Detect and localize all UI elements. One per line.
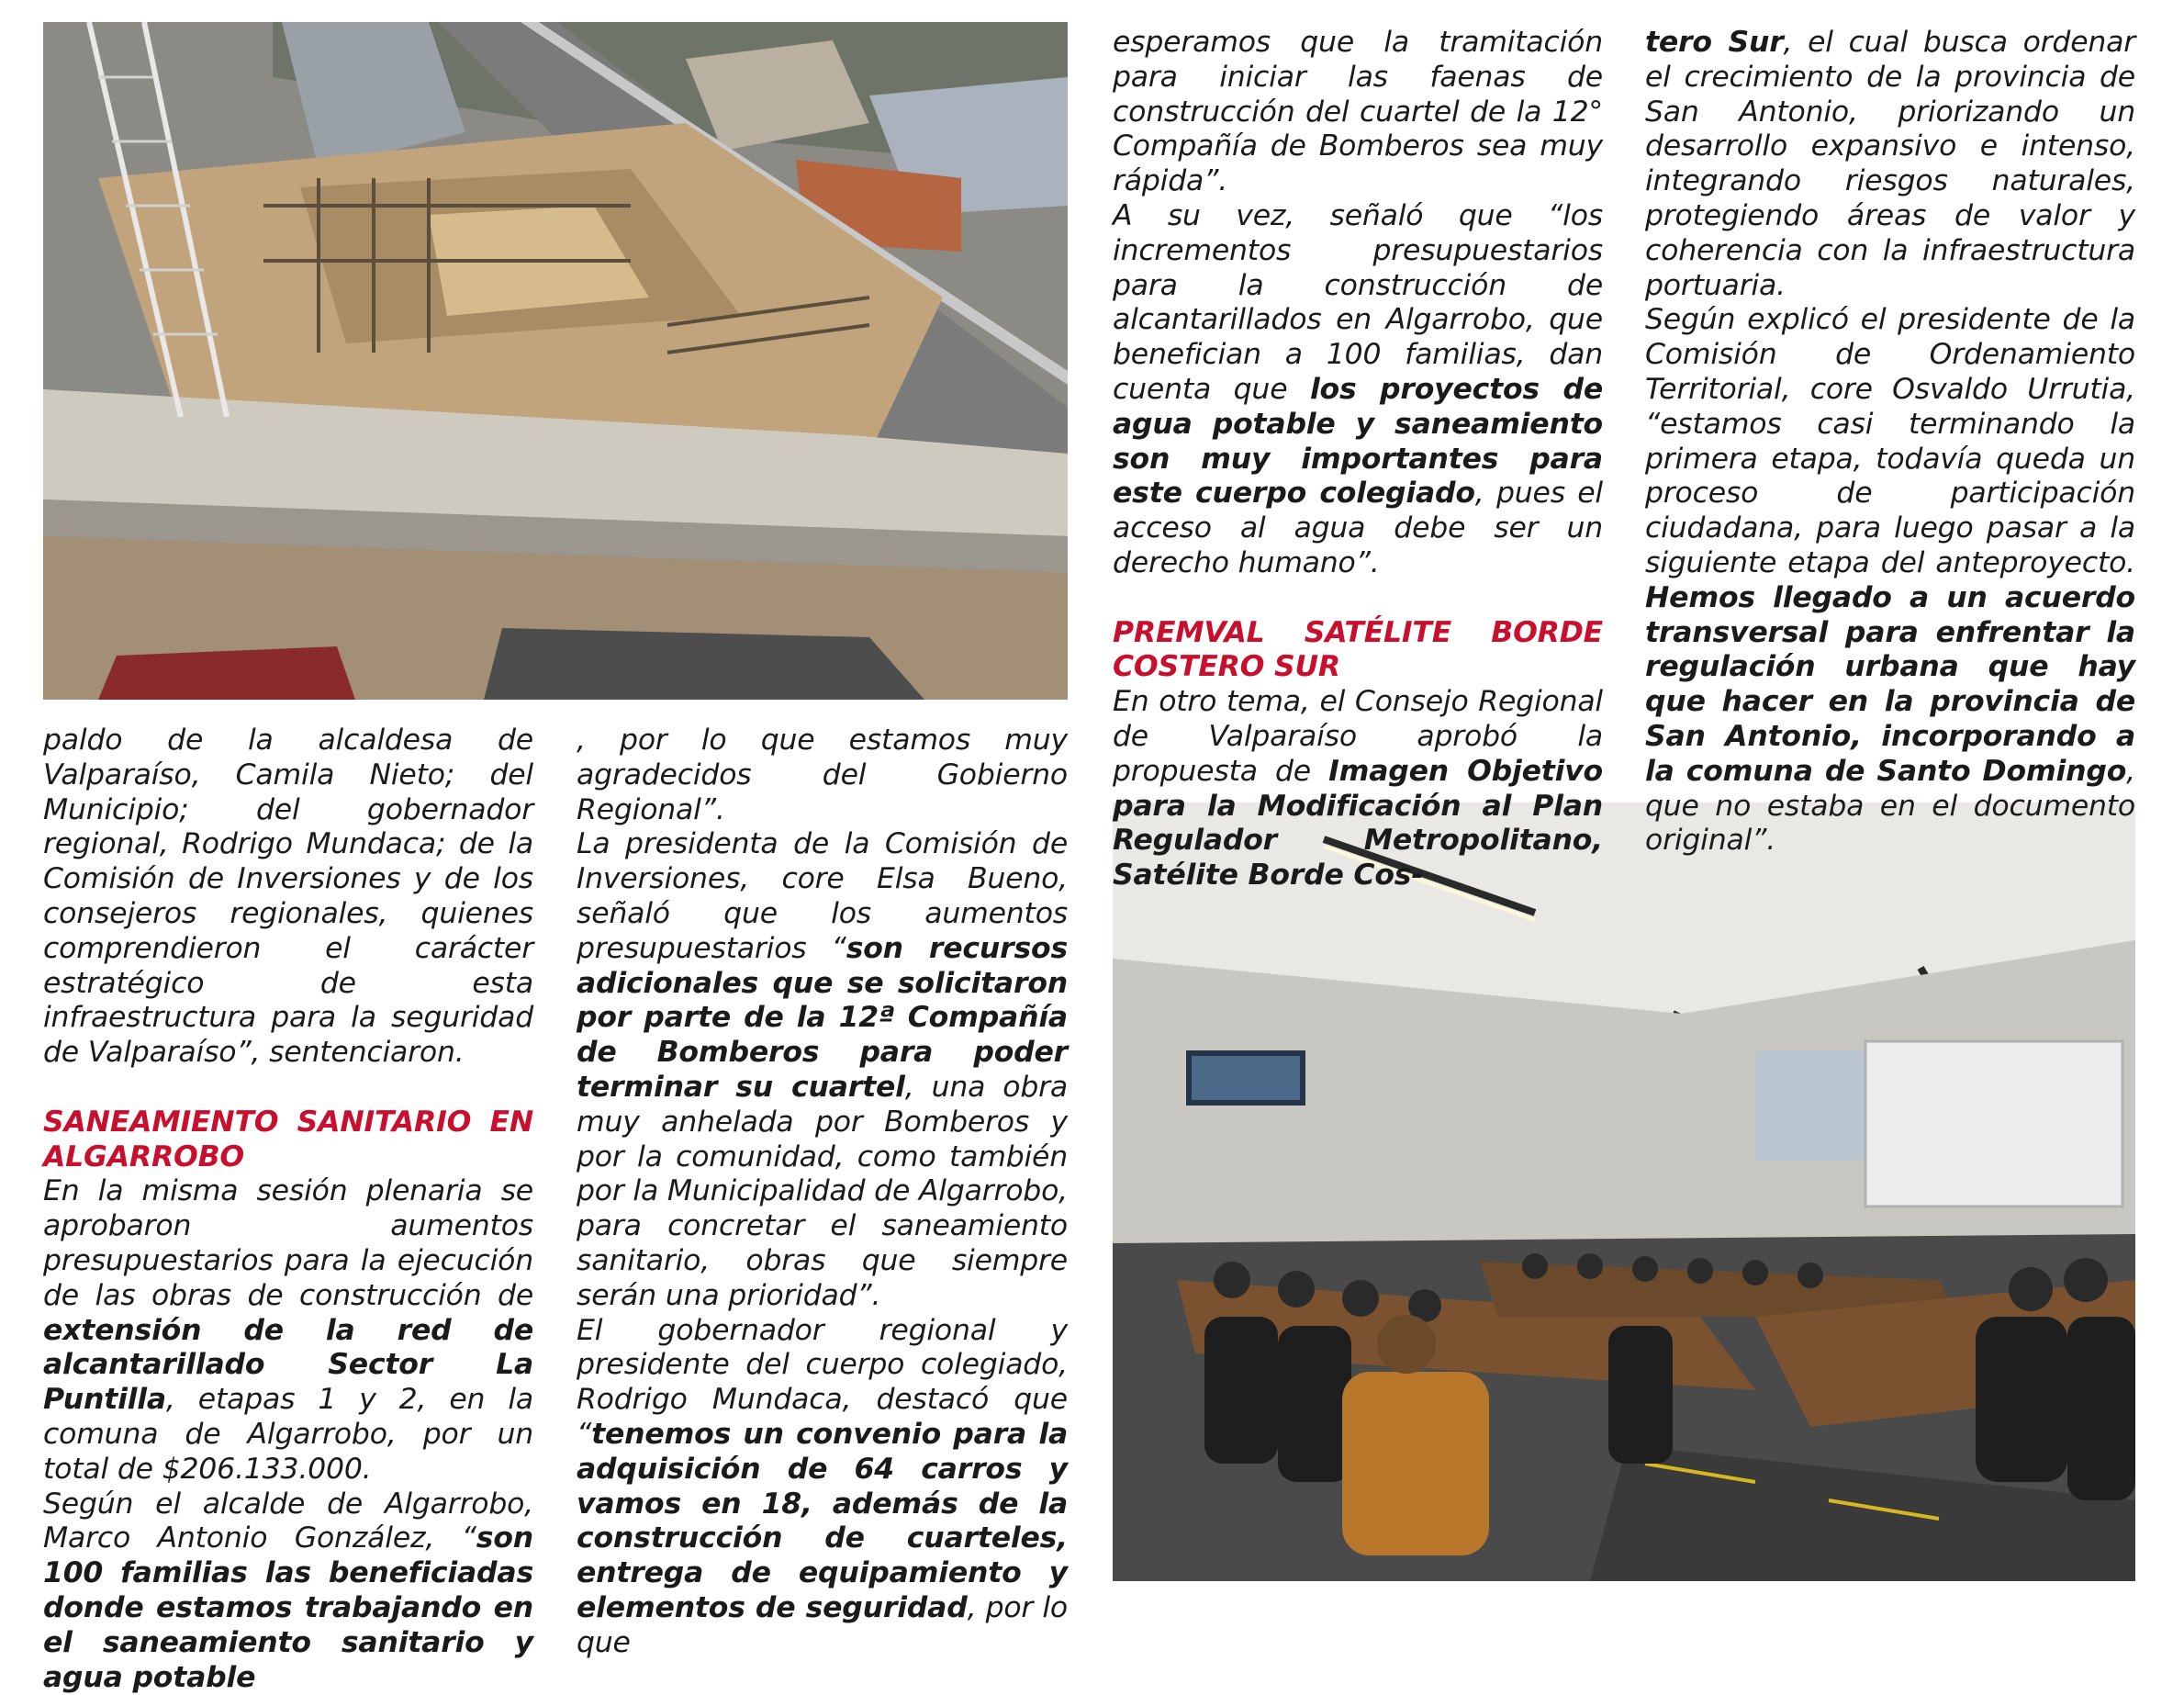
col3-paragraph-3: En otro tema, el Consejo Regional de Valparaíso aprobó la propuesta de Imagen Objetivo para la Modificación al Plan Regulador Metropolitano, Satélite Borde Cos-	[1113, 685, 1603, 892]
col1-paragraph-3: Según el alcalde de Algarrobo, Marco Antonio González, “son 100 familias las beneficiadas donde estamos trabajando en el saneamiento sanitario y agua potable	[43, 1487, 533, 1694]
col3-section-heading: PREMVAL SATÉLITE BORDE COSTERO SUR	[1113, 615, 1603, 684]
col1-paragraph-2: En la misma sesión plenaria se aprobaron aumentos presupuestarios para la ejecución de las obras de construcción de extensión de la red de alcantarillado Sector La Puntilla, etapas 1 y 2, en la comuna de Algarrobo, por un total de $206.133.000.	[43, 1174, 533, 1486]
col2-paragraph-2: La presidenta de la Comisión de Inversiones, core Elsa Bueno, señaló que los aumentos presupuestarios “son recursos adicionales que se solicitaron por parte de la 12ª Compañía de Bomberos para poder terminar su cuartel, una obra muy anhelada por Bomberos y por la comunidad, como también por la Municipalidad de Algarrobo, para concretar el saneamiento sanitario, obras que siempre serán una prioridad”.	[577, 827, 1068, 1312]
col4-paragraph-2: Según explicó el presidente de la Comisión de Ordenamiento Territorial, core Osvaldo Urrutia, “estamos casi terminando la primera etapa, todavía queda un proceso de participación ciudadana, para luego pasar a la siguiente etapa del anteproyecto. Hemos llegado a un acuerdo transversal para enfrentar la regulación urbana que hay que hacer en la provincia de San Antonio, incorporando a la comuna de Santo Domingo, que no estaba en el documento original”.	[1645, 303, 2135, 858]
council-session-photo	[1113, 803, 2135, 1581]
col1-paragraph-1: paldo de la alcaldesa de Valparaíso, Camila Nieto; del Municipio; del gobernador regional, Rodrigo Mundaca; de la Comisión de Inversiones y de los consejeros regionales, quienes comprendieron el carácter estratégico de esta infraestructura para la seguridad de Valparaíso”, sentenciaron.	[43, 724, 533, 1070]
col4-paragraph-1: tero Sur, el cual busca ordenar el crecimiento de la provincia de San Antonio, priorizando un desarrollo expansivo e intenso, integrando riesgos naturales, protegiendo áreas de valor y coherencia con la infraestructura portuaria.	[1645, 26, 2135, 302]
article-column-3	[1113, 26, 1603, 893]
article-column-2	[577, 724, 1068, 1661]
col2-paragraph-1: , por lo que estamos muy agradecidos del Gobierno Regional”.	[577, 724, 1068, 826]
col2-paragraph-3: El gobernador regional y presidente del cuerpo colegiado, Rodrigo Mundaca, destacó que “tenemos un convenio para la adquisición de 64 carros y vamos en 18, además de la construcción de cuarteles, entrega de equipamiento y elementos de seguridad, por lo que	[577, 1313, 1068, 1659]
construction-site-photo	[43, 22, 1068, 700]
col3-paragraph-2: A su vez, señaló que “los incrementos presupuestarios para la construcción de alcantarillados en Algarrobo, que benefician a 100 familias, dan cuenta que los proyectos de agua potable y saneamiento son muy importantes para este cuerpo colegiado, pues el acceso al agua debe ser un derecho humano”.	[1113, 198, 1603, 579]
col1-section-heading: SANEAMIENTO SANITARIO EN ALGARROBO	[43, 1105, 533, 1173]
article-column-4	[1645, 26, 2135, 859]
article-column-1	[43, 724, 533, 1695]
col3-paragraph-1: esperamos que la tramitación para iniciar las faenas de construcción del cuartel de la 12° Compañía de Bomberos sea muy rápida”.	[1113, 26, 1603, 198]
